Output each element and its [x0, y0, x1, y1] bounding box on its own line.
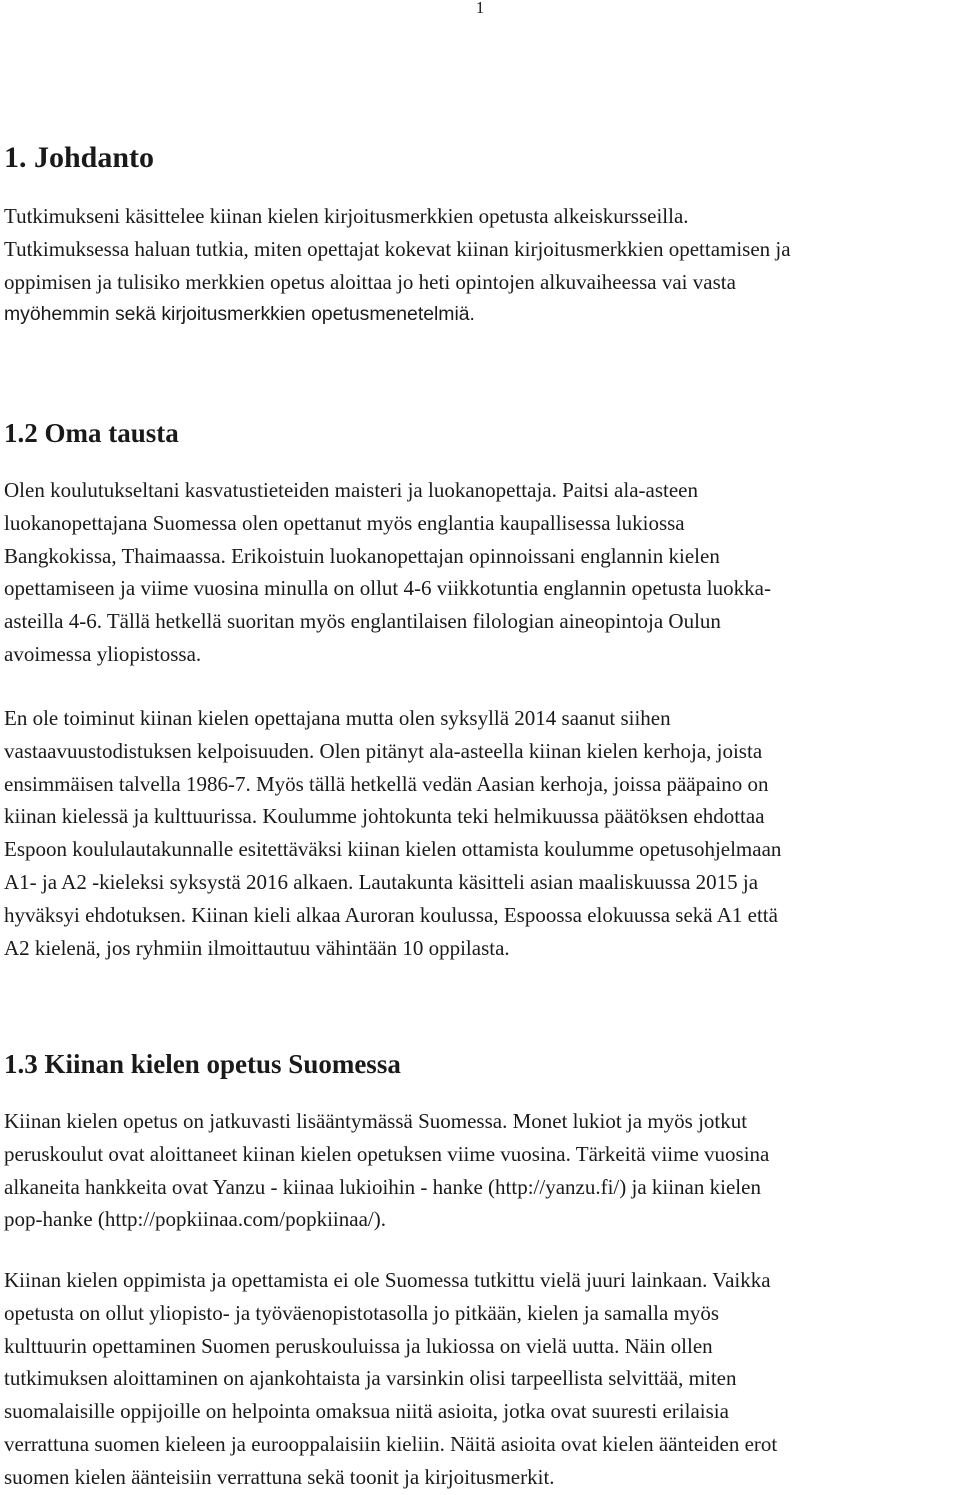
text-run: Kiinan kielen oppimista ja opettamista ei ole Suomessa tutkittu vielä juuri lainkaan. [4, 1268, 708, 1292]
text-line [4, 474, 958, 507]
text-run: asteilla 4-6. [4, 609, 102, 634]
text-line: A2 kielenä, jos ryhmiin ilmoittautuu vähintään 10 oppilasta. [4, 935, 510, 960]
text-run: Koulumme johtokunta teki helmikuussa päätöksen ehdottaa [257, 804, 765, 829]
paragraph-finland-2 [4, 1264, 958, 1494]
text-line: Tutkimukseni käsittelee kiinan kielen kirjoitusmerkkien opetusta alkeiskursseilla. [4, 204, 689, 228]
paragraph-intro [4, 200, 958, 331]
paragraph-background-2 [4, 702, 958, 964]
text-line: myöhemmin sekä kirjoitusmerkkien opetusmenetelmiä. [4, 303, 475, 326]
paragraph-background-1 [4, 474, 958, 671]
text-line: avoimessa yliopistossa. [4, 641, 202, 666]
text-line: suomen kielen äänteisiin verrattuna sekä toonit ja kirjoitusmerkit. [4, 1464, 555, 1489]
text-line [4, 1105, 958, 1138]
text-run: Näitä asioita ovat kielen äänteiden erot [444, 1431, 778, 1456]
text-line: suomalaisille oppijoille on helpointa omaksua niitä asioita, jotka ovat suuresti erilaisia [4, 1399, 729, 1424]
text-run: Lautakunta käsitteli asian maaliskuussa 2015 ja [353, 869, 759, 894]
text-line [4, 800, 958, 833]
text-run: Kiinan kieli alkaa Auroran koulussa, Espoossa elokuussa sekä A1 että [185, 902, 778, 927]
text-run: Erikoistuin luokanopettajan opinnoissani englannin kielen [225, 543, 720, 568]
text-run: A1- ja A2 -kieleksi syksystä 2016 alkaen. [4, 869, 354, 894]
text-line: opettamiseen ja viime vuosina minulla on ollut 4-6 viikkotuntia englannin opetusta luokka- [4, 576, 771, 601]
page-number: 1 [475, 0, 485, 17]
text-line [4, 1428, 958, 1461]
text-run: verrattuna suomen kieleen ja eurooppalaisiin kieliin. [4, 1431, 445, 1456]
text-run: Vaikka [707, 1268, 771, 1292]
text-line [4, 540, 958, 573]
text-line [4, 605, 958, 638]
text-run: peruskoulut ovat aloittaneet kiinan kielen opetuksen viime vuosina. [4, 1141, 571, 1166]
section-heading-kiinan-kielen-opetus: 1.3 Kiinan kielen opetus Suomessa [4, 1049, 401, 1079]
text-run: ensimmäisen talvella 1986-7. [4, 771, 251, 796]
text-run: kulttuurin opettaminen Suomen peruskouluissa ja lukiossa on vielä uutta. [4, 1333, 620, 1358]
text-line: oppimisen ja tulisiko merkkien opetus aloittaa jo heti opintojen alkuvaiheessa vai vasta [4, 269, 736, 294]
text-run: Paitsi ala-asteen [556, 478, 698, 502]
text-line: Tutkimuksessa haluan tutkia, miten opettajat kokevat kiinan kirjoitusmerkkien opettamisen ja [4, 236, 791, 261]
text-line: tutkimuksen aloittaminen on ajankohtaista ja varsinkin olisi tarpeellista selvittää, miten [4, 1366, 737, 1391]
text-line [4, 1138, 958, 1171]
section-heading-oma-tausta: 1.2 Oma tausta [4, 418, 179, 448]
text-line: alkaneita hankkeita ovat Yanzu - kiinaa lukioihin - hanke (http://yanzu.fi/) ja kiinan kielen [4, 1174, 761, 1199]
text-line [4, 1264, 958, 1297]
text-run: Olen koulutukseltani kasvatustieteiden maisteri ja luokanopettaja. [4, 478, 557, 502]
text-run: Monet lukiot ja myös jotkut [507, 1109, 748, 1133]
text-line: Espoon koululautakunnalle esitettäväksi kiinan kielen ottamista koulumme opetusohjelmaan [4, 837, 782, 862]
text-run: Näin ollen [619, 1333, 713, 1358]
text-run: kiinan kielessä ja kulttuurissa. [4, 804, 258, 829]
text-run: Kiinan kielen opetus on jatkuvasti lisääntymässä Suomessa. [4, 1109, 508, 1133]
text-line [4, 768, 958, 801]
text-line: luokanopettajana Suomessa olen opettanut myös englantia kaupallisessa lukiossa [4, 510, 685, 535]
text-run: Tärkeitä viime vuosina [570, 1141, 770, 1166]
text-line: pop-hanke (http://popkiinaa.com/popkiinaa/). [4, 1207, 386, 1232]
text-run: vastaavuustodistuksen kelpoisuuden. [4, 738, 315, 763]
text-line [4, 866, 958, 899]
text-run: Tällä hetkellä suoritan myös englantilaisen filologian aineopintoja Oulun [101, 609, 721, 634]
text-line: opetusta on ollut yliopisto- ja työväenopistotasolla jo pitkään, kielen ja samalla myös [4, 1300, 720, 1325]
text-run: Olen pitänyt ala-asteella kiinan kielen kerhoja, joista [314, 738, 763, 763]
text-run: Bangkokissa, Thaimaassa. [4, 543, 226, 568]
text-line [4, 899, 958, 932]
text-line [4, 735, 958, 768]
text-run: Myös tällä hetkellä vedän Aasian kerhoja, joissa pääpaino on [250, 771, 769, 796]
text-run: hyväksyi ehdotuksen. [4, 902, 186, 927]
text-line [4, 1330, 958, 1363]
section-heading-johdanto: 1. Johdanto [4, 141, 155, 174]
text-line: En ole toiminut kiinan kielen opettajana mutta olen syksyllä 2014 saanut siihen [4, 706, 671, 730]
paragraph-finland-1 [4, 1105, 958, 1236]
